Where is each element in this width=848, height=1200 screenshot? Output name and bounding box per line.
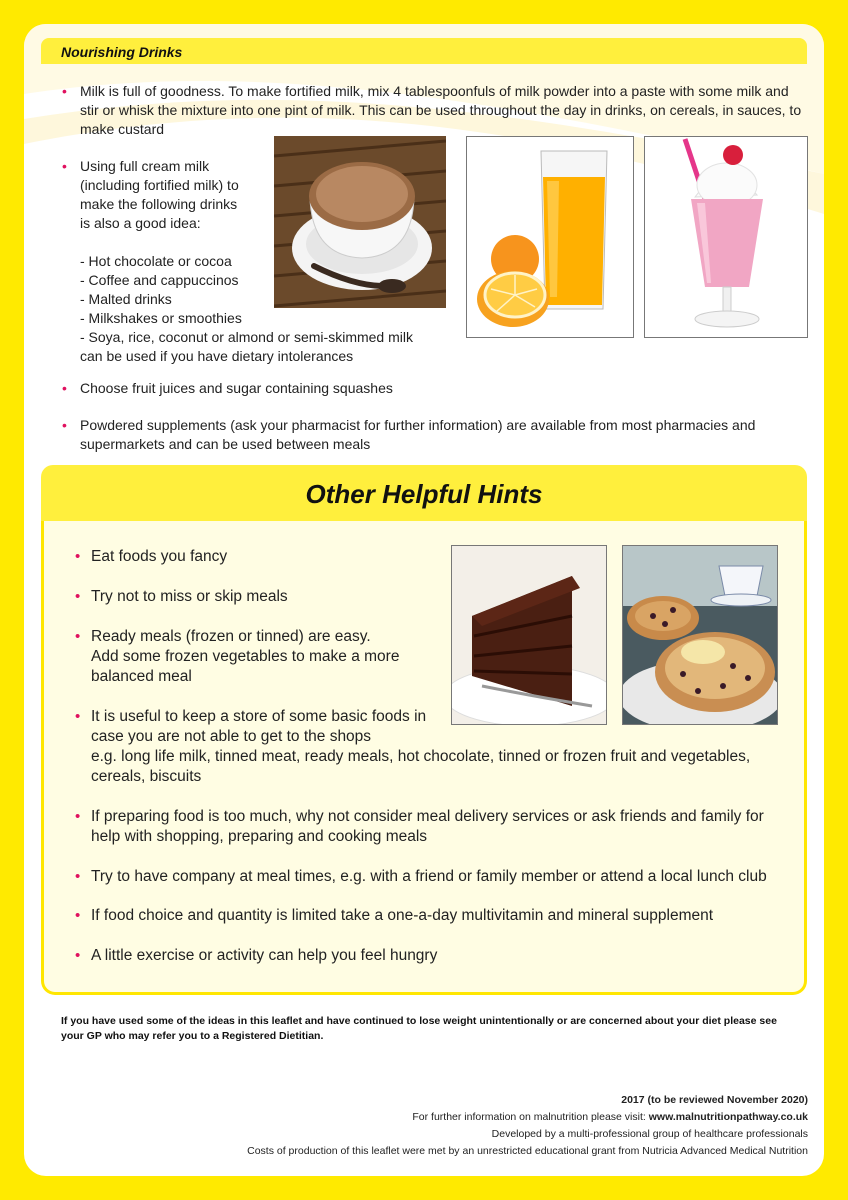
hint-item: • Try not to miss or skip meals (75, 588, 288, 605)
milkshake-image (644, 136, 808, 338)
orange-juice-image (466, 136, 634, 338)
bullet-dot-icon: • (75, 868, 81, 885)
hint-item: • If preparing food is too much, why not consider meal delivery services or ask friends and family for help with shopping, preparing and cooking meals (75, 808, 764, 845)
bullet-dot-icon: • (75, 947, 81, 964)
bullet-dot-icon: • (75, 548, 81, 565)
hint-item: • A little exercise or activity can help you feel hungry (75, 947, 438, 964)
dietitian-warning: If you have used some of the ideas in this leaflet and have continued to lose weight unintentionally or are concerned about your diet please see your GP who may refer you to a Registered Dietitian. (61, 1015, 777, 1042)
hint-item: • If food choice and quantity is limited take a one-a-day multivitamin and mineral supplement (75, 907, 714, 924)
hint-item: • Try to have company at meal times, e.g. with a friend or family member or attend a local lunch club (75, 868, 767, 885)
bullet-dot-icon: • (62, 83, 67, 99)
nourishing-drinks-title: Nourishing Drinks (61, 44, 183, 60)
leaflet-page (24, 24, 824, 1176)
chocolate-cake-image (451, 545, 607, 725)
bullet-dot-icon: • (75, 628, 81, 645)
footer (48, 1092, 808, 1160)
bullet-dot-icon: • (75, 907, 81, 924)
info-prefix: For further information on malnutrition please visit: (412, 1111, 649, 1123)
review-date: 2017 (to be reviewed November 2020) (621, 1094, 808, 1106)
hint-item: • Eat foods you fancy (75, 548, 228, 565)
bullet-dot-icon: • (62, 158, 67, 174)
costs-note: Costs of production of this leaflet were met by an unrestricted educational grant from Nutricia Advanced Medical Nutrition (247, 1145, 808, 1157)
bullet-dot-icon: • (75, 808, 81, 825)
info-line (48, 1109, 808, 1126)
bullet-dot-icon: • (62, 417, 67, 433)
hints-header (41, 465, 807, 521)
hint-item: • Ready meals (frozen or tinned) are easy. Add some frozen vegetables to make a more balanced meal (75, 628, 400, 685)
developed-by: Developed by a multi-professional group of healthcare professionals (491, 1128, 808, 1140)
cappuccino-image (274, 136, 446, 308)
website-link[interactable]: www.malnutritionpathway.co.uk (648, 1111, 808, 1123)
nourishing-bullet: • Milk is full of goodness. To make fortified milk, mix 4 tablespoonfuls of milk powder into a paste with some milk and stir or whisk the mixture into one pint of milk. This can be used throughout the day in drinks, on cereals, in sauces, to make custard (62, 83, 802, 137)
hint-item: • It is useful to keep a store of some basic foods in case you are not able to get to the shops e.g. long life milk, tinned meat, ready meals, hot chocolate, tinned or frozen fruit and vegetables, cereals, biscuits (75, 708, 751, 785)
bullet-dot-icon: • (62, 380, 67, 396)
nourishing-bullet: • Powdered supplements (ask your pharmacist for further information) are available from most pharmacies and supermarkets and can be used between meals (62, 417, 756, 452)
hints-title: Other Helpful Hints (305, 479, 543, 509)
nourishing-drinks-header (41, 38, 807, 64)
nourishing-bullet: • Choose fruit juices and sugar containing squashes (62, 380, 393, 396)
nourishing-bullet: • Using full cream milk (including fortified milk) to make the following drinks is also a good idea: - Hot chocolate or cocoa - Coffee and cappuccinos - Malted drinks - Milkshakes or smoothies - Soya, rice, coconut or almond or semi-skimmed milk can be used if you have dietary intolerances (62, 158, 413, 364)
bullet-dot-icon: • (75, 708, 81, 725)
bullet-dot-icon: • (75, 588, 81, 605)
scones-tea-image (622, 545, 778, 725)
